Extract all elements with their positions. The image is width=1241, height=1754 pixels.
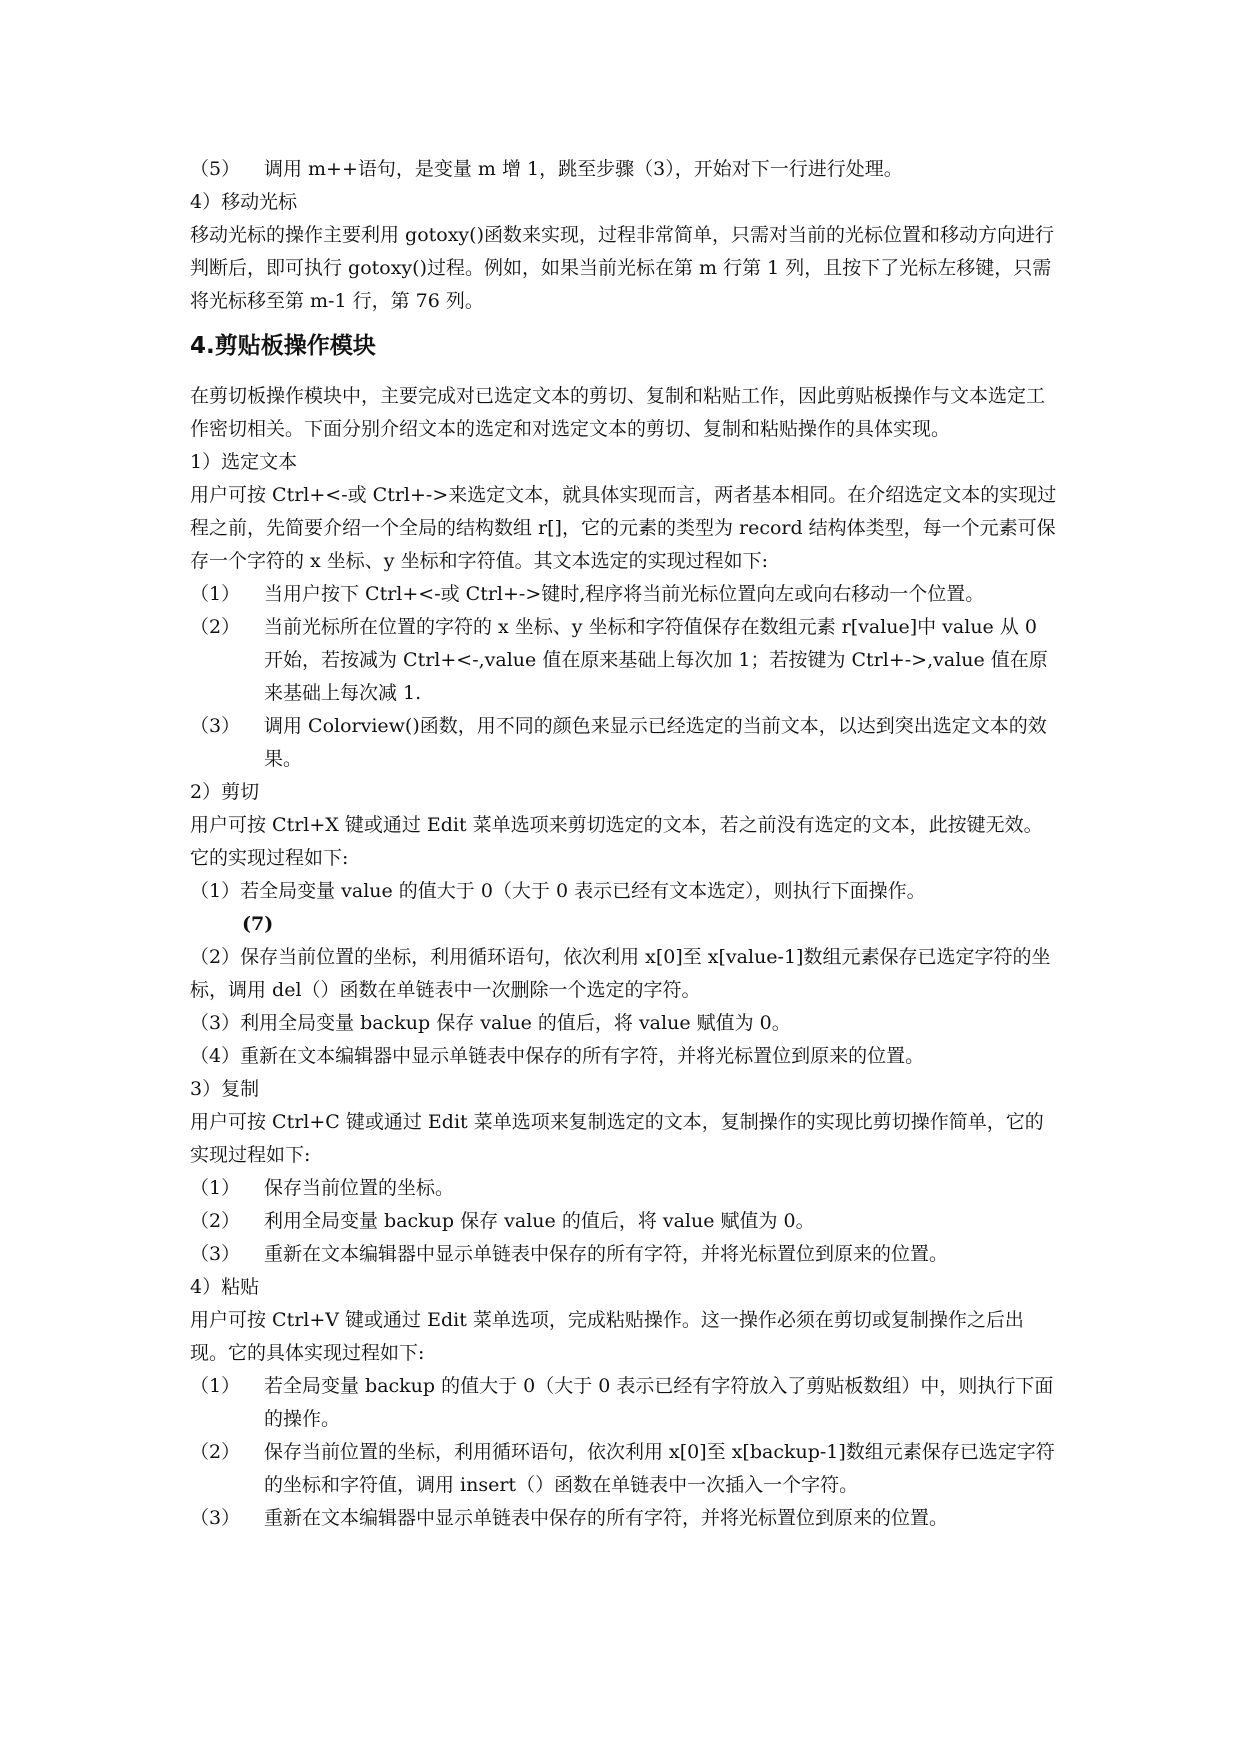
step-number: （3） [190,1243,241,1265]
copy-step-2 [190,1205,1060,1238]
step-text: 保存当前位置的坐标，利用循环语句，依次利用 x[0]至 x[backup-1]数组元素保存已选定字符的坐标和字符值，调用 insert（）函数在单链表中一次插入一个字符。 [264,1441,1055,1496]
subsection-title-move-cursor: 4）移动光标 [190,191,298,213]
step-5 [190,153,1060,186]
copy-step-3 [190,1238,1060,1271]
paragraph-paste: 用户可按 Ctrl+V 键或通过 Edit 菜单选项，完成粘贴操作。这一操作必须在剪切或复制操作之后出现。它的具体实现过程如下: [190,1309,1024,1364]
paragraph-select: 用户可按 Ctrl+<-或 Ctrl+->来选定文本，就具体实现而言，两者基本相同。在介绍选定文本的实现过程之前，先简要介绍一个全局的结构数组 r[]，它的元素的类型为 record 结构体类型，每一个元素可保存一个字符的 x 坐标、y 坐标和字符值。其文本选定的实现过程如下: [190,484,1057,572]
paragraph-move-cursor: 移动光标的操作主要利用 gotoxy()函数来实现，过程非常简单，只需对当前的光标位置和移动方向进行判断后，即可执行 gotoxy()过程。例如，如果当前光标在第 m 行第 1 列，且按下了光标左移键，只需将光标移至第 m-1 行，第 76 列。 [190,224,1054,312]
paragraph-clipboard-intro: 在剪切板操作模块中，主要完成对已选定文本的剪切、复制和粘贴工作，因此剪贴板操作与文本选定工作密切相关。下面分别介绍文本的选定和对选定文本的剪切、复制和粘贴操作的具体实现。 [190,385,1046,440]
subsection-title-cut: 2）剪切 [190,781,260,803]
cut-step-4: （4）重新在文本编辑器中显示单链表中保存的所有字符，并将光标置位到原来的位置。 [190,1045,925,1067]
paragraph-cut: 用户可按 Ctrl+X 键或通过 Edit 菜单选项来剪切选定的文本，若之前没有选定的文本，此按键无效。它的实现过程如下: [190,814,1043,869]
paste-step-3 [190,1502,1060,1535]
step-text: 调用 Colorview()函数，用不同的颜色来显示已经选定的当前文本，以达到突出选定文本的效果。 [264,715,1047,770]
step-number: （1） [190,583,241,605]
step-text: 当前光标所在位置的字符的 x 坐标、y 坐标和字符值保存在数组元素 r[value]中 value 从 0 开始，若按减为 Ctrl+<-,value 值在原来基础上每次加 1；若按键为 Ctrl+->,value 值在原来基础上每次减 1. [264,616,1048,704]
select-step-1 [190,578,1060,611]
step-number: （1） [190,1177,241,1199]
step-number: （5） [190,158,241,180]
step-text: 重新在文本编辑器中显示单链表中保存的所有字符，并将光标置位到原来的位置。 [264,1507,949,1529]
step-number: （2） [190,1441,241,1463]
paste-step-2 [190,1436,1060,1502]
copy-step-1 [190,1172,1060,1205]
step-number: （2） [190,616,241,638]
cut-step-3: （3）利用全局变量 backup 保存 value 的值后，将 value 赋值为 0。 [190,1012,791,1034]
cut-step-2: （2）保存当前位置的坐标，利用循环语句，依次利用 x[0]至 x[value-1]数组元素保存已选定字符的坐标，调用 del（）函数在单链表中一次删除一个选定的字符。 [190,946,1051,1001]
step-text: 利用全局变量 backup 保存 value 的值后，将 value 赋值为 0。 [264,1210,815,1232]
cut-mark: (7) [242,913,274,935]
step-number: （1） [190,1375,241,1397]
select-step-2 [190,611,1060,710]
step-text: 调用 m++语句，是变量 m 增 1，跳至步骤（3），开始对下一行进行处理。 [264,158,903,180]
subsection-title-select: 1）选定文本 [190,451,298,473]
step-text: 若全局变量 backup 的值大于 0（大于 0 表示已经有字符放入了剪贴板数组）中，则执行下面的操作。 [264,1375,1054,1430]
section-heading-clipboard: 4.剪贴板操作模块 [190,333,376,359]
step-text: 当用户按下 Ctrl+<-或 Ctrl+->键时,程序将当前光标位置向左或向右移动一个位置。 [264,583,985,605]
cut-step-1: （1）若全局变量 value 的值大于 0（大于 0 表示已经有文本选定），则执行下面操作。 [190,880,926,902]
paste-step-1 [190,1370,1060,1436]
step-text: 重新在文本编辑器中显示单链表中保存的所有字符，并将光标置位到原来的位置。 [264,1243,949,1265]
subsection-title-copy: 3）复制 [190,1078,260,1100]
step-number: （2） [190,1210,241,1232]
select-step-3 [190,710,1060,776]
subsection-title-paste: 4）粘贴 [190,1276,260,1298]
step-number: （3） [190,1507,241,1529]
step-text: 保存当前位置的坐标。 [264,1177,455,1199]
document-page [190,153,1060,1535]
paragraph-copy: 用户可按 Ctrl+C 键或通过 Edit 菜单选项来复制选定的文本，复制操作的实现比剪切操作简单，它的实现过程如下: [190,1111,1044,1166]
step-number: （3） [190,715,241,737]
